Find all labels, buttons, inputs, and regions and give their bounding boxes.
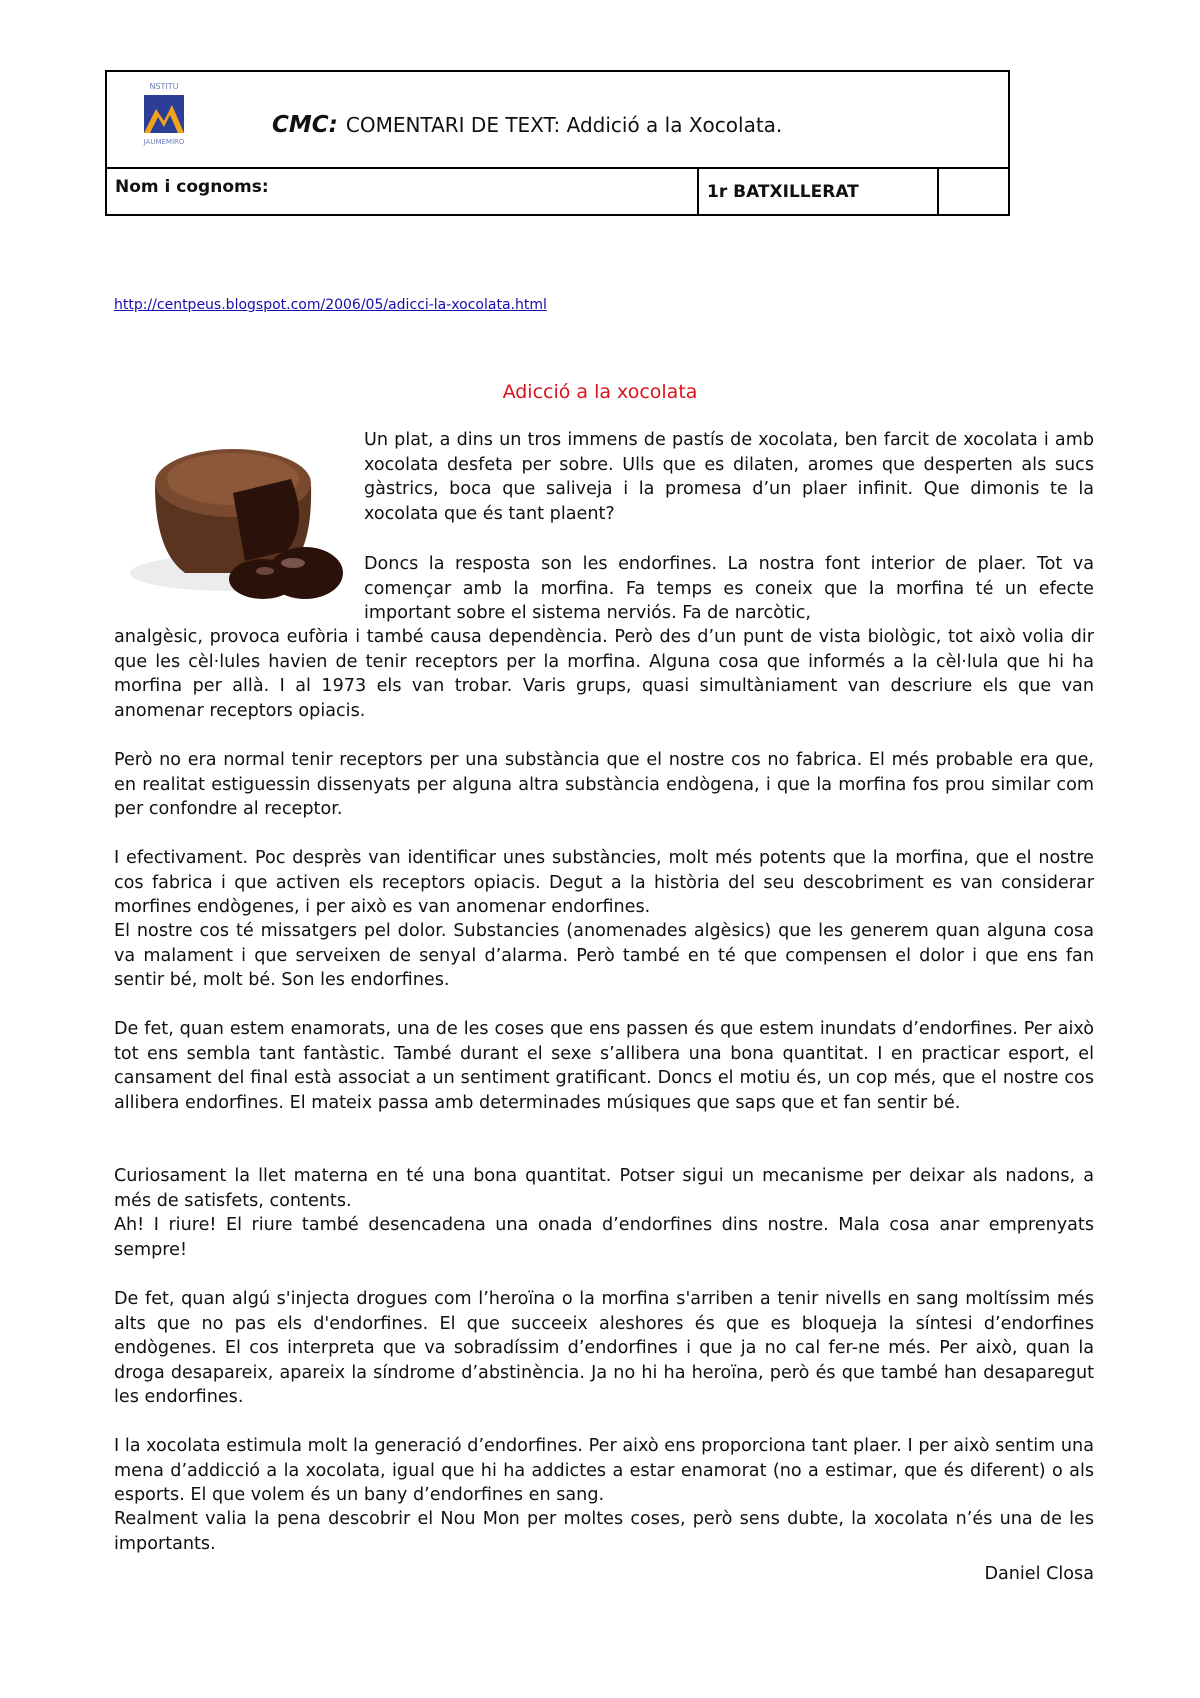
cmc-label: CMC:	[272, 112, 338, 138]
paragraph-6: De fet, quan estem enamorats, una de les coses que ens passen és que estem inundats d’endorfines. Per això tot ens sembla tant fantàstic. També durant el sexe s’allibera una bona quantitat. I en practicar esport, el cansament del final està associat a un sentiment gratificant. Doncs el motiu és, un cop més, que el nostre cos allibera endorfines. El mateix passa amb determinades músiques que saps que et fan sentir bé.	[114, 1019, 1094, 1113]
author-signature: Daniel Closa	[984, 1564, 1094, 1584]
empty-cell	[939, 169, 1008, 216]
institute-logo	[140, 79, 188, 147]
article-title: Adicció a la xocolata	[502, 381, 698, 403]
paragraph-1: Un plat, a dins un tros immens de pastís de xocolata, ben farcit de xocolata i amb xocolata desfeta per sobre. Ulls que es dilaten, aromes que desperten als sucs gàstrics, boca que saliveja i la promesa d’un plaer infinit. Que dimonis te la xocolata que és tant plaent?	[364, 430, 1094, 524]
document-title	[272, 112, 782, 138]
course-cell	[699, 169, 939, 216]
svg-text:JAUMEMIRO: JAUMEMIRO	[143, 138, 185, 146]
paragraph-3: Però no era normal tenir receptors per una substància que el nostre cos no fabrica. El més probable era que, en realitat estiguessin dissenyats per alguna altra substància endògena, i que la morfina fos prou similar com per confondre al receptor.	[114, 750, 1094, 819]
name-cell	[107, 169, 699, 216]
header-title-row	[107, 72, 1008, 169]
paragraph-2-wrap: Doncs la resposta son les endorfines. La nostra font interior de plaer. Tot va començar amb la morfina. Fa temps es coneix que la morfina té un efecte important sobre el sistema nerviós. Fa de narcòtic,	[364, 554, 1094, 623]
paragraph-4: I efectivament. Poc desprès van identificar unes substàncies, molt més potents que la morfina, que el nostre cos fabrica i que activen els receptors opiacis. Degut a la història del seu descobriment es van considerar morfines endògenes, i per això es van anomenar endorfines.	[114, 848, 1094, 917]
svg-text:NSTITU: NSTITU	[149, 82, 179, 91]
title-text: COMENTARI DE TEXT: Addició a la Xocolata.	[345, 113, 783, 137]
chocolate-cake-image	[115, 423, 345, 608]
paragraph-5: El nostre cos té missatgers pel dolor. Substancies (anomenades algèsics) que les generem quan alguna cosa va malament i que serveixen de senyal d’alarma. Però també en té que compensen el dolor i que ens fan sentir bé, molt bé. Son les endorfines.	[114, 921, 1094, 990]
name-label: Nom i cognoms:	[115, 177, 269, 197]
paragraph-8: Ah! I riure! El riure també desencadena una onada d’endorfines dins nostre. Mala cosa anar emprenyats sempre!	[114, 1215, 1094, 1260]
paragraph-7: Curiosament la llet materna en té una bona quantitat. Potser sigui un mecanisme per deixar als nadons, a més de satisfets, contents.	[114, 1166, 1094, 1211]
source-link[interactable]: http://centpeus.blogspot.com/2006/05/adicci-la-xocolata.html	[114, 297, 547, 313]
paragraph-11: Realment valia la pena descobrir el Nou Mon per moltes coses, però sens dubte, la xocolata n’és una de les importants.	[114, 1509, 1094, 1554]
course-label: 1r BATXILLERAT	[707, 182, 859, 202]
header-info-row	[107, 169, 1008, 216]
paragraph-10: I la xocolata estimula molt la generació d’endorfines. Per això ens proporciona tant plaer. I per això sentim una mena d’addicció a la xocolata, igual que hi ha addictes a estar enamorat (no a estimar, que és diferent) o als esports. El que volem és un bany d’endorfines en sang.	[114, 1436, 1094, 1505]
paragraph-9: De fet, quan algú s'injecta drogues com l’heroïna o la morfina s'arriben a tenir nivells en sang moltíssim més alts que no pas els d'endorfines. El que succeeix aleshores és que es bloqueja la síntesi d’endorfines endògenes. El cos interpreta que va sobradíssim d’endorfines i que ja no cal fer-ne més. Per això, quan la droga desapareix, apareix la síndrome d’abstinència. Ja no hi ha heroïna, però és que també han desaparegut les endorfines.	[114, 1289, 1094, 1407]
header-table	[105, 70, 1010, 216]
paragraph-2-continued: analgèsic, provoca eufòria i també causa dependència. Però des d’un punt de vista biològic, tot això volia dir que les cèl·lules havien de tenir receptors per la morfina. Alguna cosa que informés a la cèl·lula que hi ha morfina per allà. I al 1973 els van trobar. Varis grups, quasi simultàniament van descriure els que van anomenar receptors opiacis.	[114, 627, 1094, 721]
